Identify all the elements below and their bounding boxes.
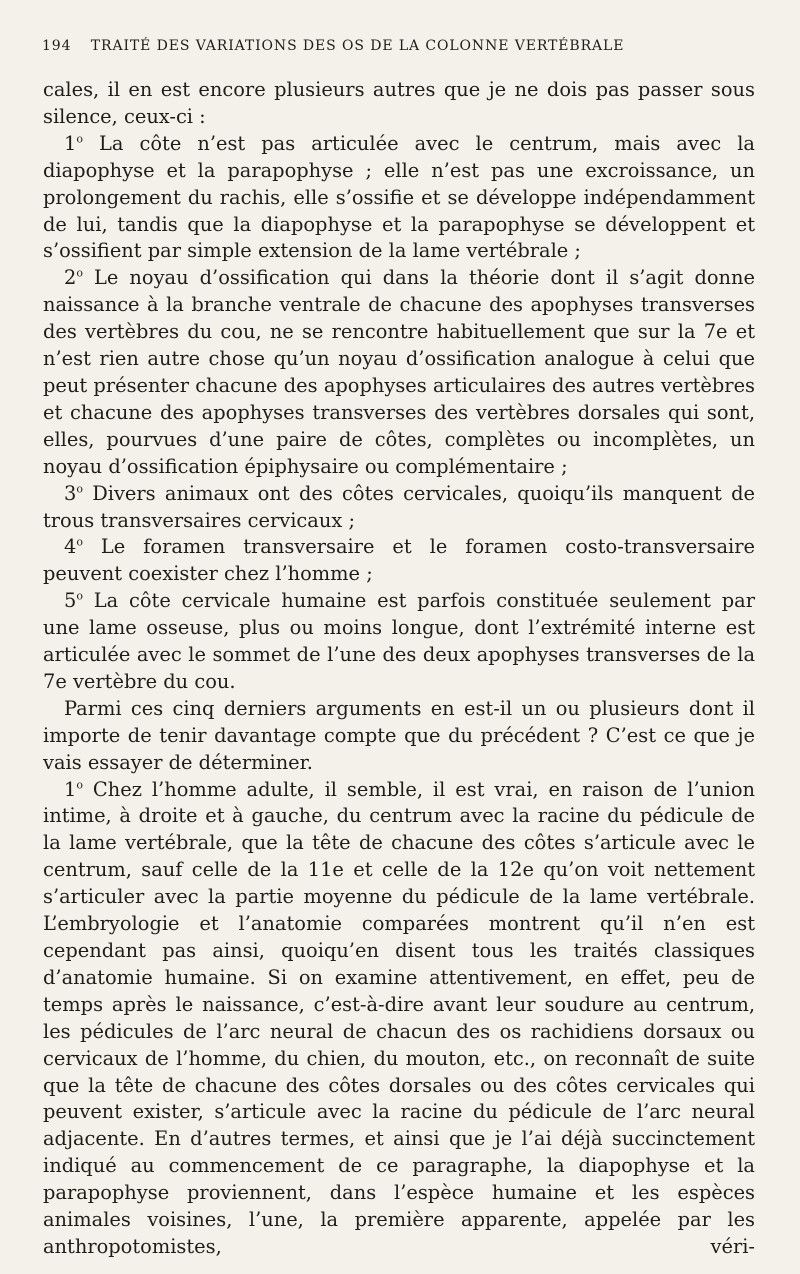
argument-1: 1$^o$ La côte n’est pas articulée avec le centrum, mais avec la diapophyse et la parapophyse ; elle n’est pas une excroissance, un prolongement du rachis, elle s’ossifie et se développe indépendamment de lui, tandis que la diapophyse et la parapophyse se développent et s’ossifient par simple extension de la lame vertébrale ;	[43, 131, 755, 263]
argument-4: 4$^o$ Le foramen transversaire et le foramen costo-transversaire peuvent coexister chez l’homme ;	[43, 535, 755, 586]
running-header	[42, 38, 762, 54]
running-title: TRAITÉ DES VARIATIONS DES OS DE LA COLONNE VERTÉBRALE	[90, 38, 625, 54]
argument-5: 5$^o$ La côte cervicale humaine est parfois constituée seulement par une lame osseuse, plus ou moins longue, dont l’extrémité interne est articulée avec le sommet de l’une des deux apophyses transverses de la 7e vertèbre du cou.	[43, 589, 755, 693]
page-number: 194	[42, 38, 72, 54]
argument-2: 2$^o$ Le noyau d’ossification qui dans la théorie dont il s’agit donne naissance à la branche ventrale de chacune des apophyses transverses des vertèbres du cou, ne se rencontre habituellement que sur la 7e et n’est rien autre chose qu’un noyau d’ossification analogue à celui que peut présenter chacune des apophyses articulaires des autres vertèbres et chacune des apophyses transverses des vertèbres dorsales qui sont, elles, pourvues d’une paire de côtes, complètes ou incomplètes, un noyau d’ossification épiphysaire ou complémentaire ;	[43, 266, 755, 478]
argument-3: 3$^o$ Divers animaux ont des côtes cervicales, quoiqu’ils manquent de trous transversaires cervicaux ;	[43, 481, 755, 532]
transition-paragraph: Parmi ces cinq derniers arguments en est-il un ou plusieurs dont il importe de tenir davantage compte que du précédent ? C’est ce que je vais essayer de déterminer.	[43, 696, 755, 774]
discussion-1: 1$^o$ Chez l’homme adulte, il semble, il est vrai, en raison de l’union intime, à droite et à gauche, du centrum avec la racine du pédicule de la lame vertébrale, que la tête de chacune des côtes s’articule avec le centrum, sauf celle de la 11e et celle de la 12e qu’on voit nettement s’articuler avec la partie moyenne du pédicule de la lame vertébrale. L’embryologie et l’anatomie comparées montrent qu’il n’en est cependant pas ainsi, quoiqu’en disent tous les traités classiques d’anatomie humaine. Si on examine attentivement, en effet, peu de temps après le naissance, c’est-à-dire avant leur soudure au centrum, les pédicules de l’arc neural de chacun des os rachidiens dorsaux ou cervicaux de l’homme, du chien, du mouton, etc., on reconnaît de suite que la tête de chacune des côtes dorsales ou des côtes cervicales qui peuvent exister, s’articule avec la racine du pédicule de l’arc neural adjacente. En d’autres termes, et ainsi que je l’ai déjà succinctement indiqué au commencement de ce paragraphe, la diapophyse et la parapophyse proviennent, dans l’espèce humaine et les espèces animales voisines, l’une, la première apparente, appelée par les anthropotomistes, véri-	[43, 777, 755, 1258]
page-body	[43, 77, 755, 1261]
paragraph-continuation: cales, il en est encore plusieurs autres que je ne dois pas passer sous silence, ceux-ci :	[43, 78, 755, 128]
